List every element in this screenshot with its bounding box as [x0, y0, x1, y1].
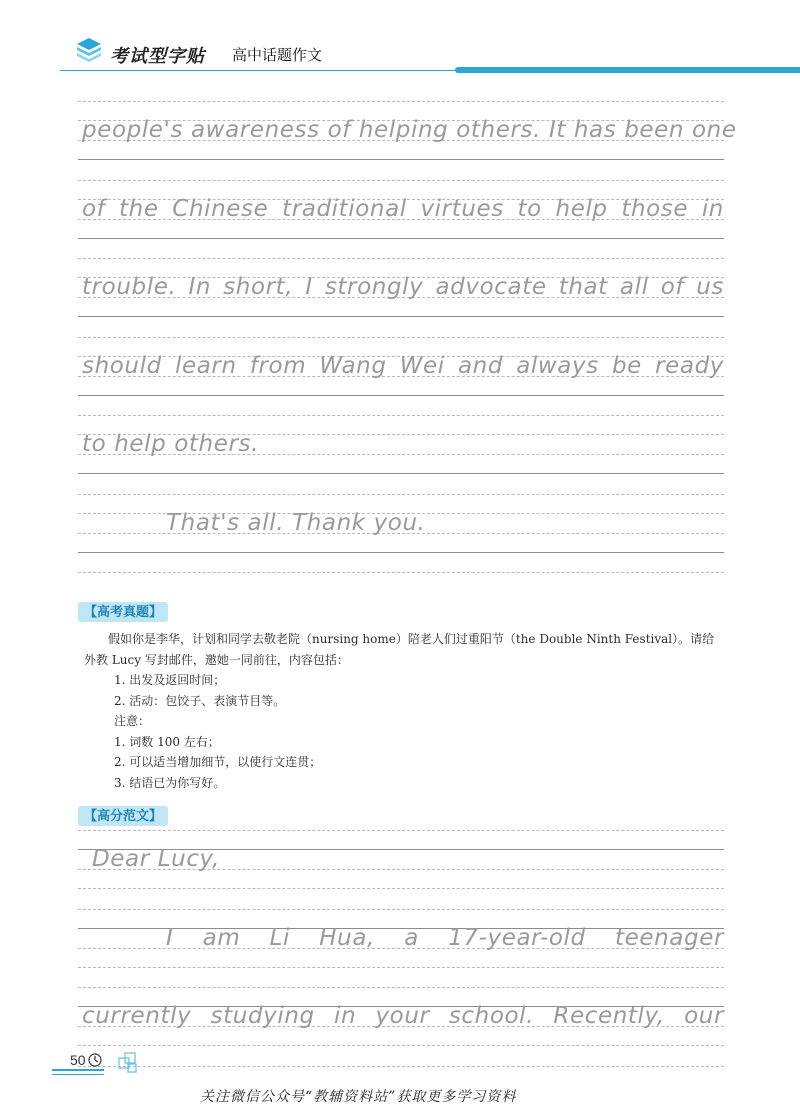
prompt-note: 1. 词数 100 左右； — [114, 734, 220, 749]
writing-guide-line — [78, 415, 724, 416]
handwriting-text: That's all. Thank you. — [166, 509, 426, 536]
handwriting-text: should learn from Wang Wei and always be ready — [82, 352, 724, 379]
exam-question-tag: 【高考真题】 — [78, 602, 168, 622]
handwriting-row — [78, 830, 724, 909]
footer-accent-line — [52, 1074, 104, 1075]
writing-guide-line — [78, 1066, 724, 1067]
model-answer-tag: 【高分范文】 — [78, 806, 168, 826]
handwriting-row — [78, 494, 724, 573]
writing-baseline — [78, 238, 724, 239]
handwriting-row — [78, 101, 737, 180]
prompt-intro: 假如你是李华，计划和同学去敬老院（nursing home）陪老人们过重阳节（the Double Ninth Festival）。请给外教 Lucy 写封邮件，邀她一同前往，内容包括： — [84, 632, 715, 667]
clock-icon — [87, 1052, 103, 1068]
handwriting-row — [78, 337, 724, 416]
footer-accent-line — [52, 1069, 104, 1071]
writing-guide-line — [78, 888, 724, 889]
handwriting-text: of the Chinese traditional virtues to help those in — [82, 195, 724, 222]
writing-guide-line — [78, 830, 724, 831]
writing-guide-line — [78, 337, 724, 338]
writing-guide-line — [78, 987, 724, 988]
handwriting-text: people's awareness of helping others. It has been one — [82, 117, 737, 143]
prompt-note: 2. 可以适当增加细节，以使行文连贯； — [114, 755, 322, 769]
handwriting-row — [78, 180, 724, 259]
decorative-grid-icon — [117, 1050, 139, 1074]
handwriting-block-bottom — [78, 830, 724, 1067]
prompt-note: 3. 结语已为你写好。 — [114, 775, 226, 790]
writing-guide-line — [78, 180, 724, 181]
handwriting-text: I am Li Hua, a 17-year-old teenager — [166, 924, 724, 951]
writing-guide-line — [78, 1045, 724, 1046]
writing-guide-line — [78, 909, 724, 910]
exam-prompt — [84, 629, 720, 793]
handwriting-row — [78, 909, 724, 988]
page-number: 50 — [70, 1052, 86, 1068]
header-title: 高中话题作文 — [232, 47, 323, 64]
writing-baseline — [78, 473, 724, 474]
handwriting-text: to help others. — [82, 431, 259, 457]
handwriting-block-top — [78, 101, 737, 573]
prompt-note-label: 注意： — [114, 714, 151, 728]
book-stack-logo-icon — [76, 36, 102, 66]
handwriting-row — [78, 987, 724, 1066]
handwriting-text: trouble. In short, I strongly advocate that all of us — [82, 274, 724, 300]
writing-guide-line — [78, 572, 724, 573]
handwriting-text: currently studying in your school. Recently, our — [82, 1003, 724, 1029]
handwriting-row — [78, 415, 724, 494]
writing-guide-line — [78, 494, 724, 495]
writing-guide-line — [78, 101, 724, 102]
writing-guide-line — [78, 258, 724, 259]
writing-baseline — [78, 159, 724, 160]
prompt-item: 1. 出发及返回时间； — [114, 673, 226, 687]
writing-baseline — [78, 395, 724, 396]
footer-promo-note: 关注微信公众号“教辅资料站”获取更多学习资料 — [200, 1089, 517, 1105]
handwriting-text: Dear Lucy, — [92, 846, 220, 872]
handwriting-row — [78, 258, 724, 337]
brand-name: 考试型字贴 — [110, 46, 205, 67]
page-header — [0, 0, 800, 74]
prompt-item: 2. 活动：包饺子、表演节目等。 — [114, 693, 286, 708]
header-accent-bar — [455, 67, 800, 73]
writing-baseline — [78, 316, 724, 317]
writing-baseline — [78, 552, 724, 553]
writing-guide-line — [78, 967, 724, 968]
